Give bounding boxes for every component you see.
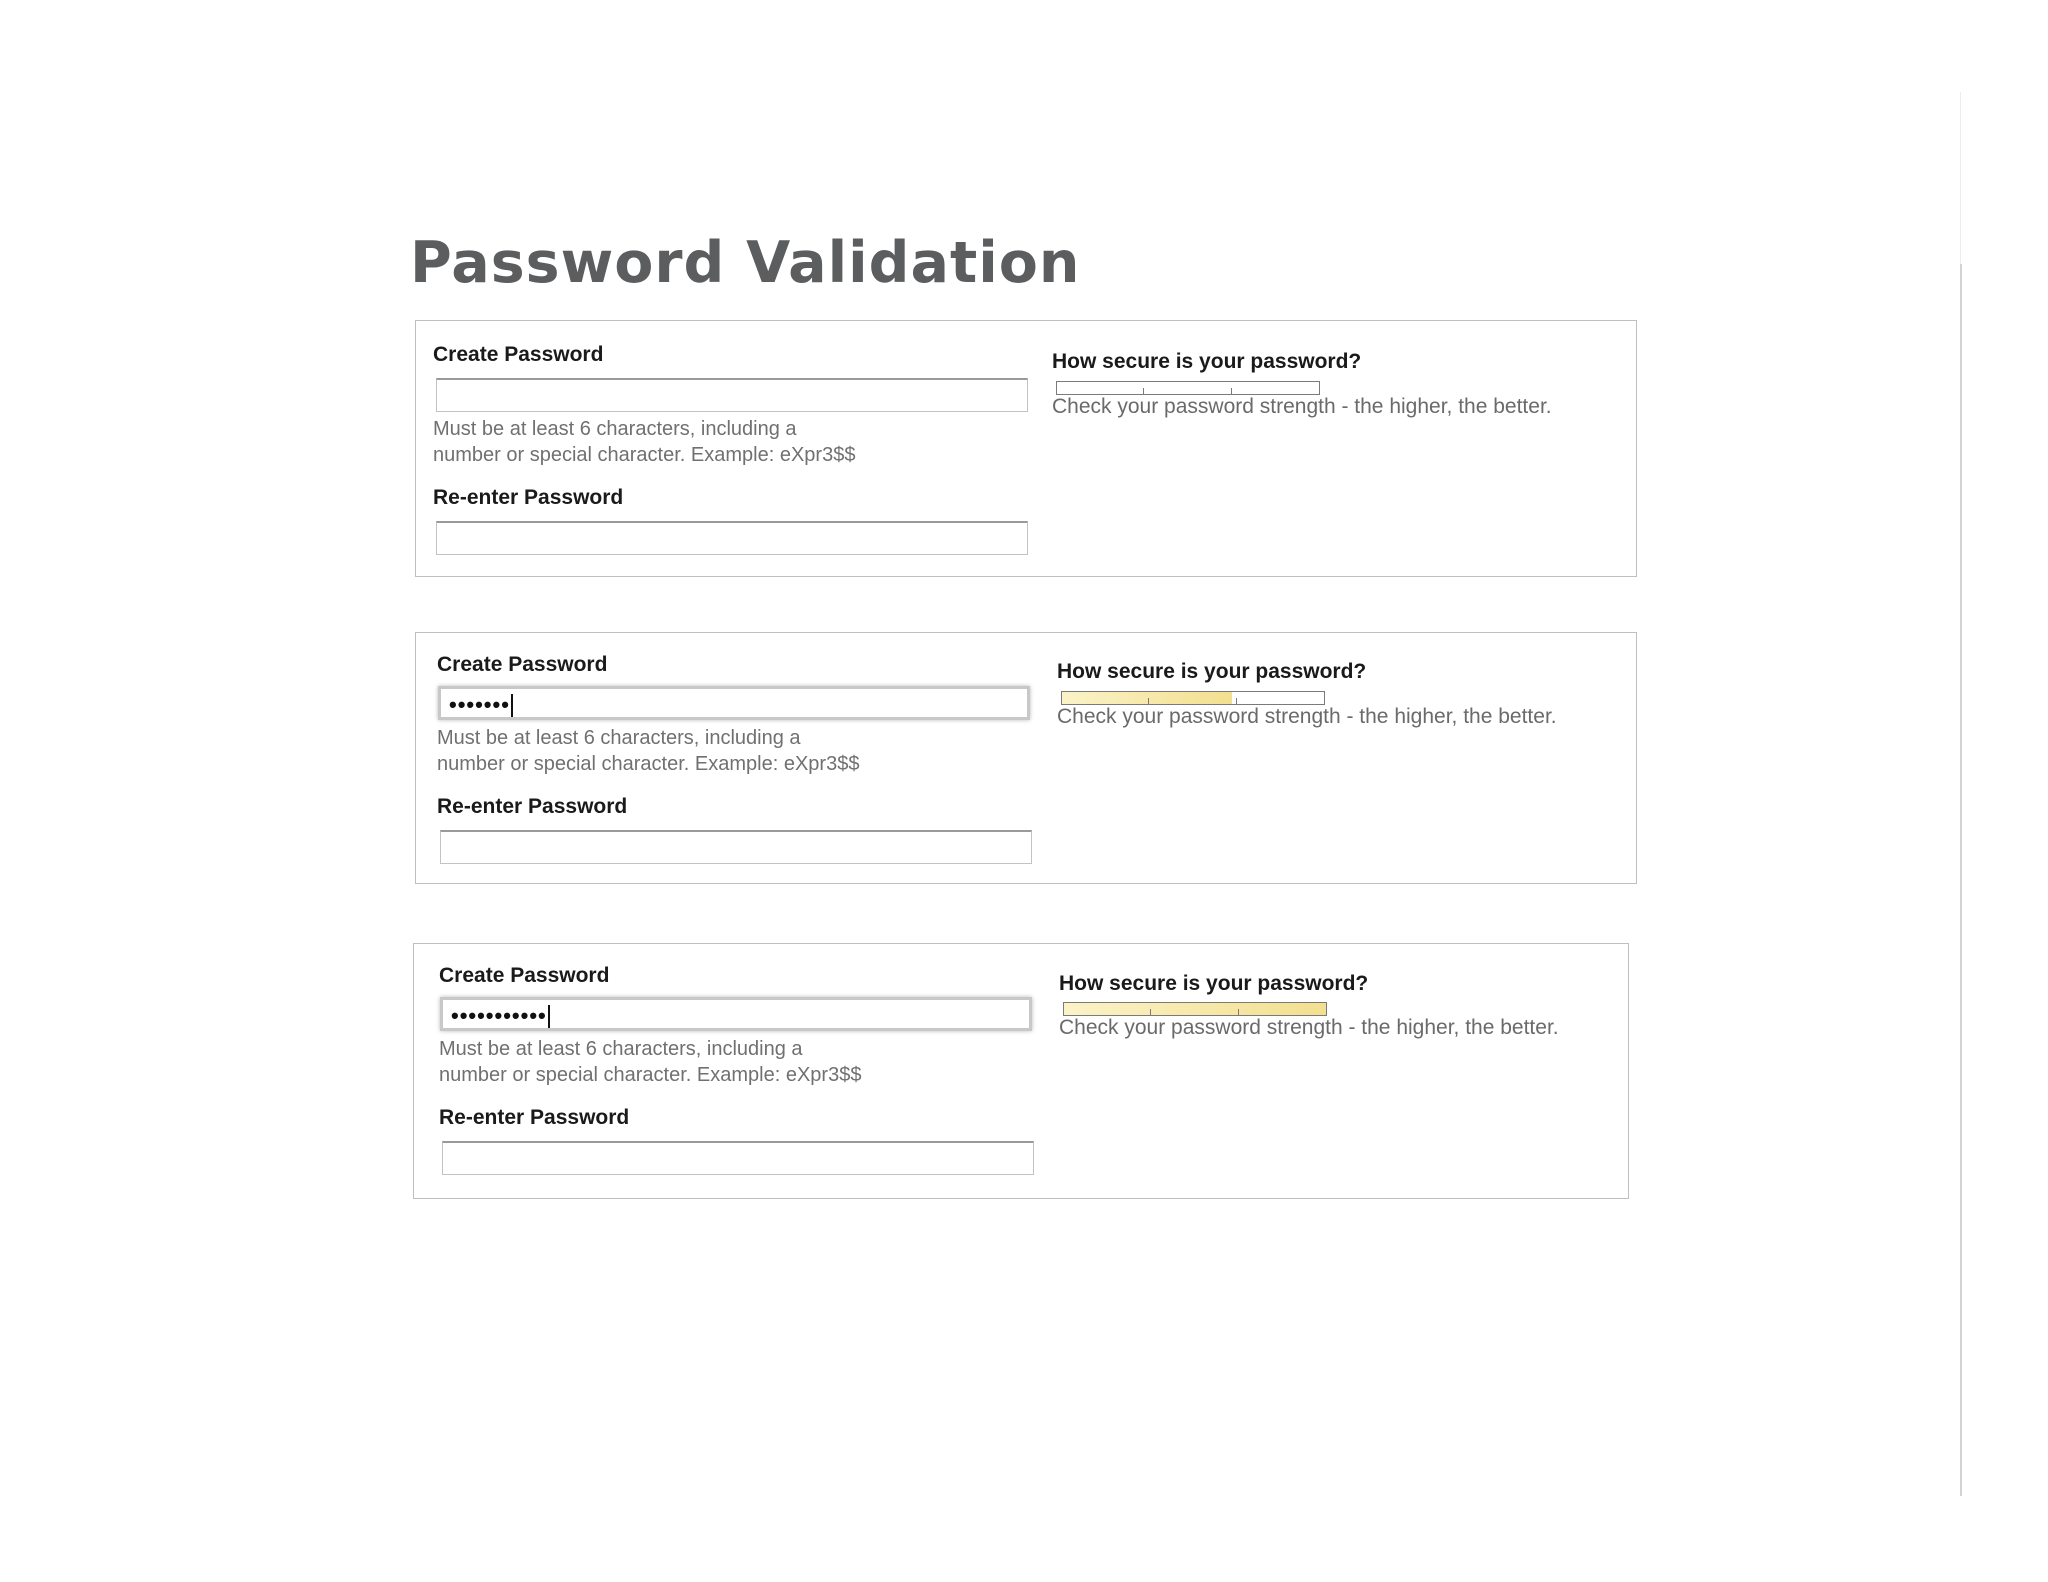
password-hint-line-2: number or special character. Example: eXpr3$$: [437, 753, 860, 775]
right-divider: [1960, 264, 1962, 1496]
text-caret: [511, 694, 513, 718]
create-password-label: Create Password: [439, 964, 610, 987]
password-hint: [433, 416, 953, 468]
text-caret: [548, 1005, 550, 1029]
strength-meter-tick: [1236, 698, 1237, 704]
right-divider-top: [1960, 92, 1961, 264]
create-password-input[interactable]: [438, 686, 1030, 720]
reenter-password-label: Re-enter Password: [437, 795, 628, 818]
strength-meter-fill: [1064, 1003, 1326, 1015]
create-password-label: Create Password: [437, 653, 608, 676]
strength-description: Check your password strength - the higher, the better.: [1059, 1016, 1559, 1039]
security-heading: How secure is your password?: [1057, 660, 1367, 683]
create-password-value: •••••••••••: [451, 1003, 547, 1028]
strength-description: Check your password strength - the higher, the better.: [1052, 395, 1552, 418]
security-heading: How secure is your password?: [1052, 350, 1362, 373]
reenter-password-label: Re-enter Password: [439, 1106, 630, 1129]
strength-meter-tick: [1143, 388, 1144, 394]
password-hint: [437, 725, 957, 777]
strength-meter-tick: [1231, 388, 1232, 394]
create-password-value: •••••••: [449, 692, 510, 717]
strength-description: Check your password strength - the higher, the better.: [1057, 705, 1557, 728]
create-password-input[interactable]: [440, 997, 1032, 1031]
create-password-label: Create Password: [433, 343, 604, 366]
strength-meter-tick: [1150, 1009, 1151, 1015]
password-hint: [439, 1036, 959, 1088]
strength-meter: [1056, 381, 1320, 395]
password-panel-medium: [415, 632, 1637, 884]
strength-meter-tick: [1148, 698, 1149, 704]
reenter-password-input[interactable]: [440, 830, 1032, 864]
password-hint-line-2: number or special character. Example: eXpr3$$: [439, 1064, 862, 1086]
password-panel-strong: [413, 943, 1629, 1199]
password-hint-line-1: Must be at least 6 characters, including a: [437, 727, 801, 749]
security-heading: How secure is your password?: [1059, 972, 1369, 995]
strength-meter-tick: [1238, 1009, 1239, 1015]
strength-meter: [1063, 1002, 1327, 1016]
reenter-password-input[interactable]: [442, 1141, 1034, 1175]
password-hint-line-1: Must be at least 6 characters, including a: [433, 418, 797, 440]
page-title: Password Validation: [410, 230, 1081, 296]
password-panel-empty: [415, 320, 1637, 577]
password-hint-line-1: Must be at least 6 characters, including a: [439, 1038, 803, 1060]
reenter-password-input[interactable]: [436, 521, 1028, 555]
reenter-password-label: Re-enter Password: [433, 486, 624, 509]
create-password-input[interactable]: [436, 378, 1028, 412]
password-hint-line-2: number or special character. Example: eXpr3$$: [433, 444, 856, 466]
strength-meter: [1061, 691, 1325, 705]
